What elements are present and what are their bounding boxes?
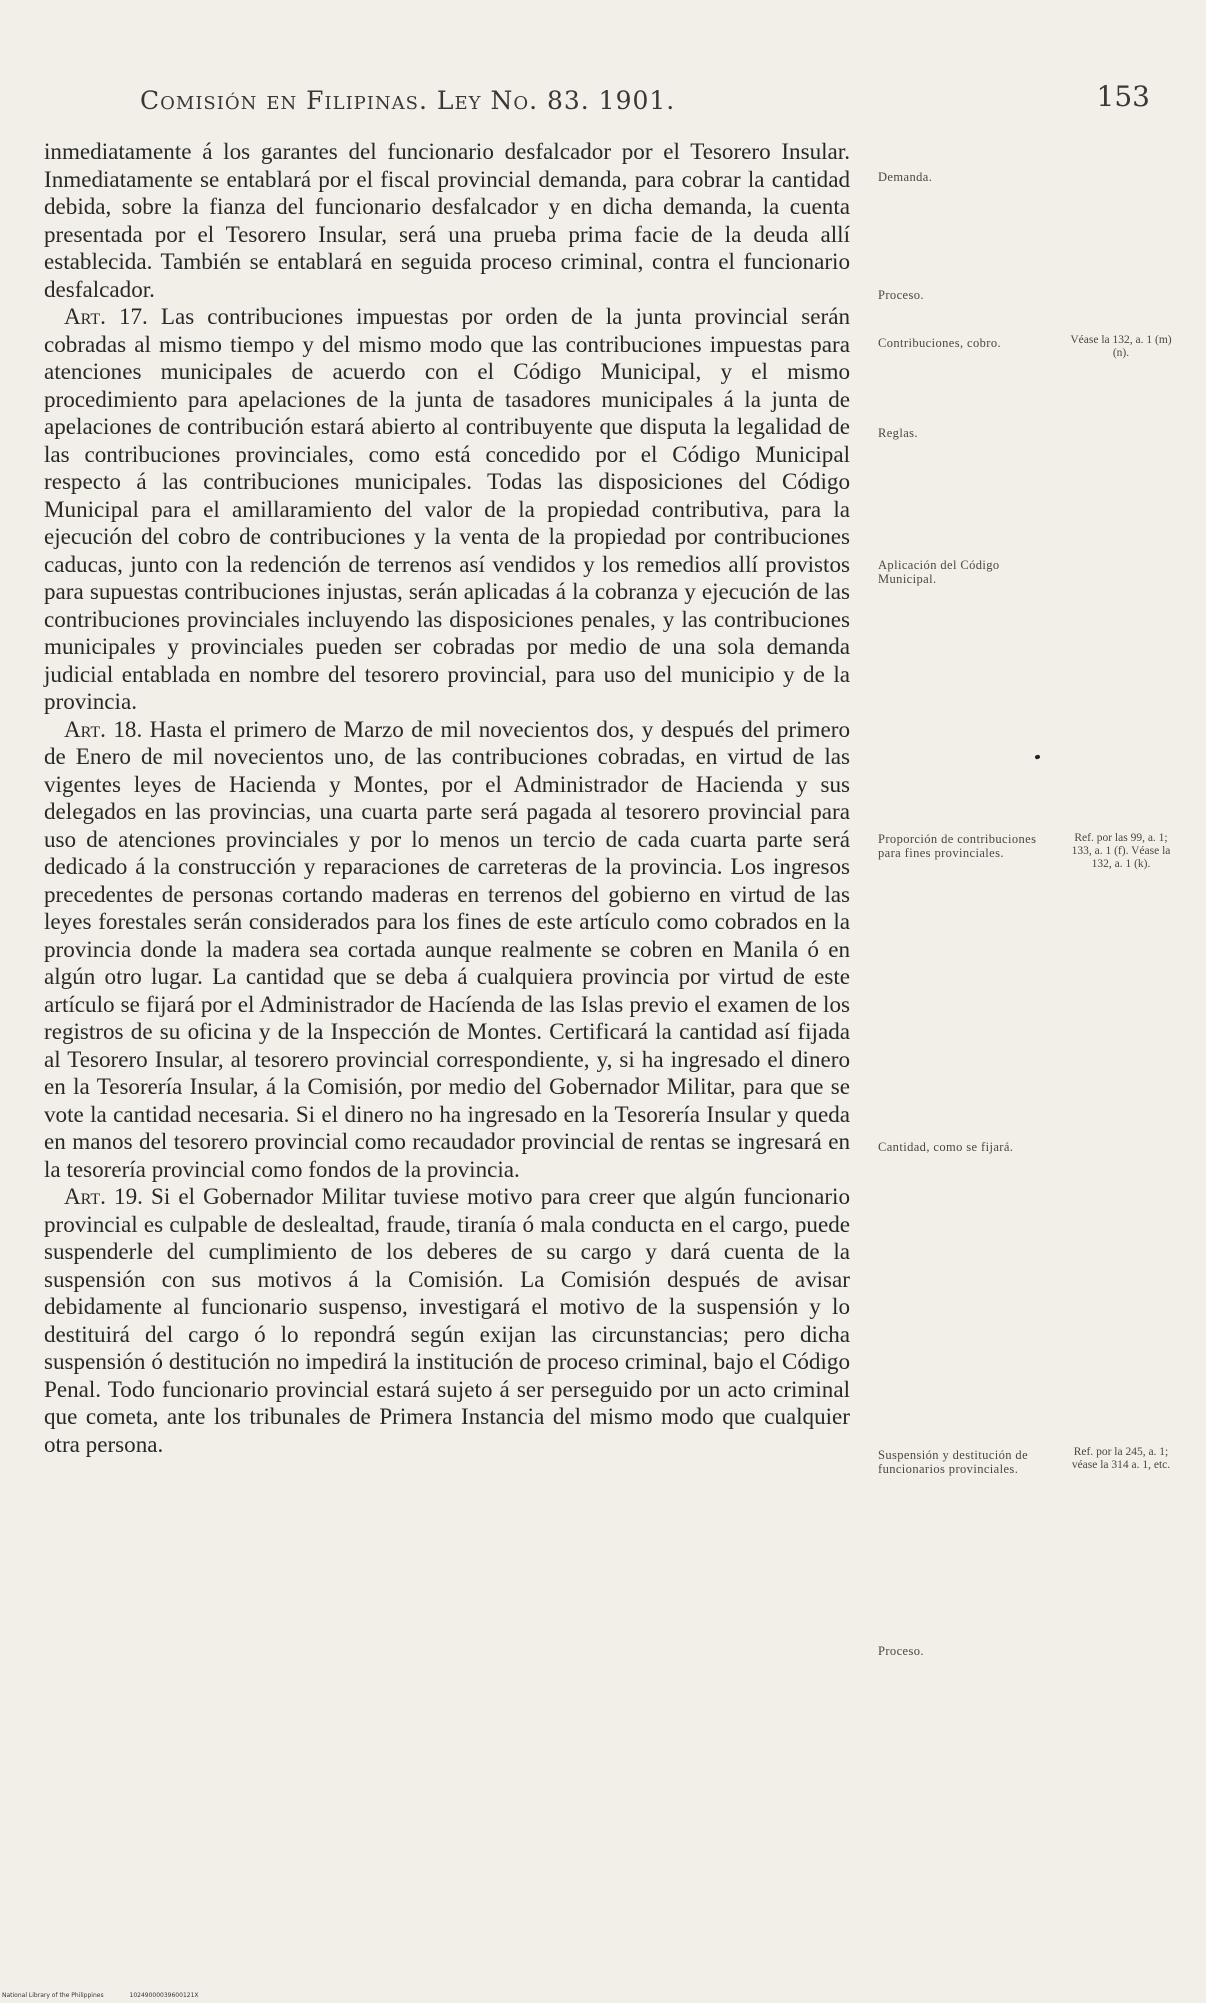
- article-19: [44, 1183, 850, 1458]
- scan-footer: [2, 1992, 199, 1999]
- margin-note-proceso: Proceso.: [878, 288, 924, 302]
- article-18-text: Hasta el primero de Marzo de mil novecientos dos, y después del primero de Enero de mil novecientos uno, de las contribuciones cobradas, en virtud de las vigentes leyes de Hacienda y Montes, por el Administrador de Hacienda y sus delegados en las provincias, una cuarta parte será pagada al tesorero provincial para uso de atenciones provinciales y por lo menos un tercio de cada cuarta parte será dedicado á la construcción y reparaciones de carreteras de la provincia. Los ingresos precedentes de personas cortando maderas en terrenos del gobierno en virtud de las leyes forestales serán considerados para los fines de este artículo como cobrados en la provincia donde la madera sea cortada aunque realmente se cobren en Manila ó en algún otro lugar. La cantidad que se deba á cualquiera provincia por virtud de este artículo se fijará por el Administrador de Hacíenda de las Islas previo el examen de los registros de su oficina y de la Inspección de Montes. Certificará la cantidad así fijada al Tesorero Insular, al tesorero provincial correspondiente, y, si ha ingresado el dinero en la Tesorería Insular, á la Comisión, por medio del Gobernador Militar, para que se vote la cantidad necesaria. Si el dinero no ha ingresado en la Tesorería Insular y queda en manos del tesorero provincial como recaudador provincial de rentas se ingresará en la tesorería provincial como fondos de la provincia.: [44, 715, 850, 1182]
- margin-note-contribuciones-cobro: Contribuciones, cobro.: [878, 336, 1002, 350]
- article-17-text: Las contribuciones impuestas por orden de la junta provincial serán cobradas al mismo tiempo y del mismo modo que las contribuciones impuestas para atenciones municipales de acuerdo con el Código Municipal, y el mismo procedimiento para apelaciones de la junta de tasadores municipales á la junta de apelaciones de contribución estará abierto al contribuyente que disputa la legalidad de las contribuciones provinciales, como está concedido por el Código Municipal respecto á las contribuciones municipales. Todas las disposiciones del Código Municipal para el amillaramiento del valor de la propiedad contributiva, para la ejecución del cobro de contribuciones y la venta de la propiedad por contribuciones caducas, junto con la redención de terrenos así vendidos y los remedios allí provistos para supuestas contribuciones injustas, serán aplicadas á la cobranza y ejecución de las contribuciones provinciales incluyendo las disposiciones penales, y las contribuciones municipales y provinciales pueden ser cobradas por medio de una sola demanda judicial entablada en nombre del tesorero provincial, para uso del municipio y de la provincia.: [44, 303, 850, 714]
- page-header: [140, 80, 1150, 130]
- margin-note-demanda: Demanda.: [878, 170, 933, 184]
- margin-note-reglas: Reglas.: [878, 426, 918, 440]
- article-18: [44, 716, 850, 1184]
- article-17-label: Art. 17.: [64, 303, 148, 329]
- footer-identifier: 10249000039600121X: [129, 1992, 199, 1999]
- running-title: Comisión en Filipinas. Ley No. 83. 1901.: [140, 86, 676, 115]
- footer-library: National Library of the Philippines: [2, 1992, 104, 1999]
- main-text: [44, 138, 850, 1458]
- ref-note-3: Ref. por la 245, a. 1; véase la 314 a. 1, etc.: [1071, 1446, 1171, 1471]
- ref-note-2: Ref. por las 99, a. 1; 133, a. 1 (f). Véase la 132, a. 1 (k).: [1071, 832, 1171, 870]
- article-18-label: Art. 18.: [64, 715, 143, 742]
- article-19-text: Si el Gobernador Militar tuviese motivo para creer que algún funcionario provincial es culpable de deslealtad, fraude, tiranía ó mala conducta en el cargo, puede suspenderle del cumplimiento de los deberes de su cargo y dará cuenta de la suspensión con sus motivos á la Comisión. La Comisión después de avisar debidamente al funcionario suspenso, investigará el motivo de la suspensión y lo destituirá del cargo ó lo repondrá según exijan las circunstancias; pero dicha suspensión ó destitución no impedirá la institución de proceso criminal, bajo el Código Penal. Todo funcionario provincial estará sujeto á ser perseguido por un acto criminal que cometa, ante los tribunales de Primera Instancia del mismo modo que cualquier otra persona.: [44, 1183, 850, 1457]
- margin-note-cantidad: Cantidad, como se fijará.: [878, 1140, 1014, 1154]
- margin-note-proceso-2: Proceso.: [878, 1644, 924, 1658]
- article-19-label: Art. 19.: [64, 1183, 143, 1209]
- article-17: [44, 303, 850, 716]
- page-number: 153: [1096, 80, 1150, 113]
- margin-note-proporcion: Proporción de contribuciones para fines provinciales.: [878, 832, 1037, 860]
- margin-note-suspension: Suspensión y destitución de funcionarios provinciales.: [878, 1448, 1029, 1476]
- margin-note-aplicacion-codigo: Aplicación del Código Municipal.: [878, 558, 1000, 586]
- paragraph-continuation: inmediatamente á los garantes del funcionario desfalcador por el Tesorero Insular. Inmediatamente se entablará por el fiscal provincial demanda, para cobrar la cantidad debida, sobre la fianza del funcionario desfalcador y en dicha demanda, la cuenta presentada por el Tesorero Insular, será una prueba prima facie de la deuda allí establecida. También se entablará en seguida proceso criminal, contra el funcionario desfalcador.: [44, 138, 850, 302]
- ink-mark: [1034, 754, 1040, 759]
- ref-note-1: Véase la 132, a. 1 (m) (n).: [1070, 334, 1172, 359]
